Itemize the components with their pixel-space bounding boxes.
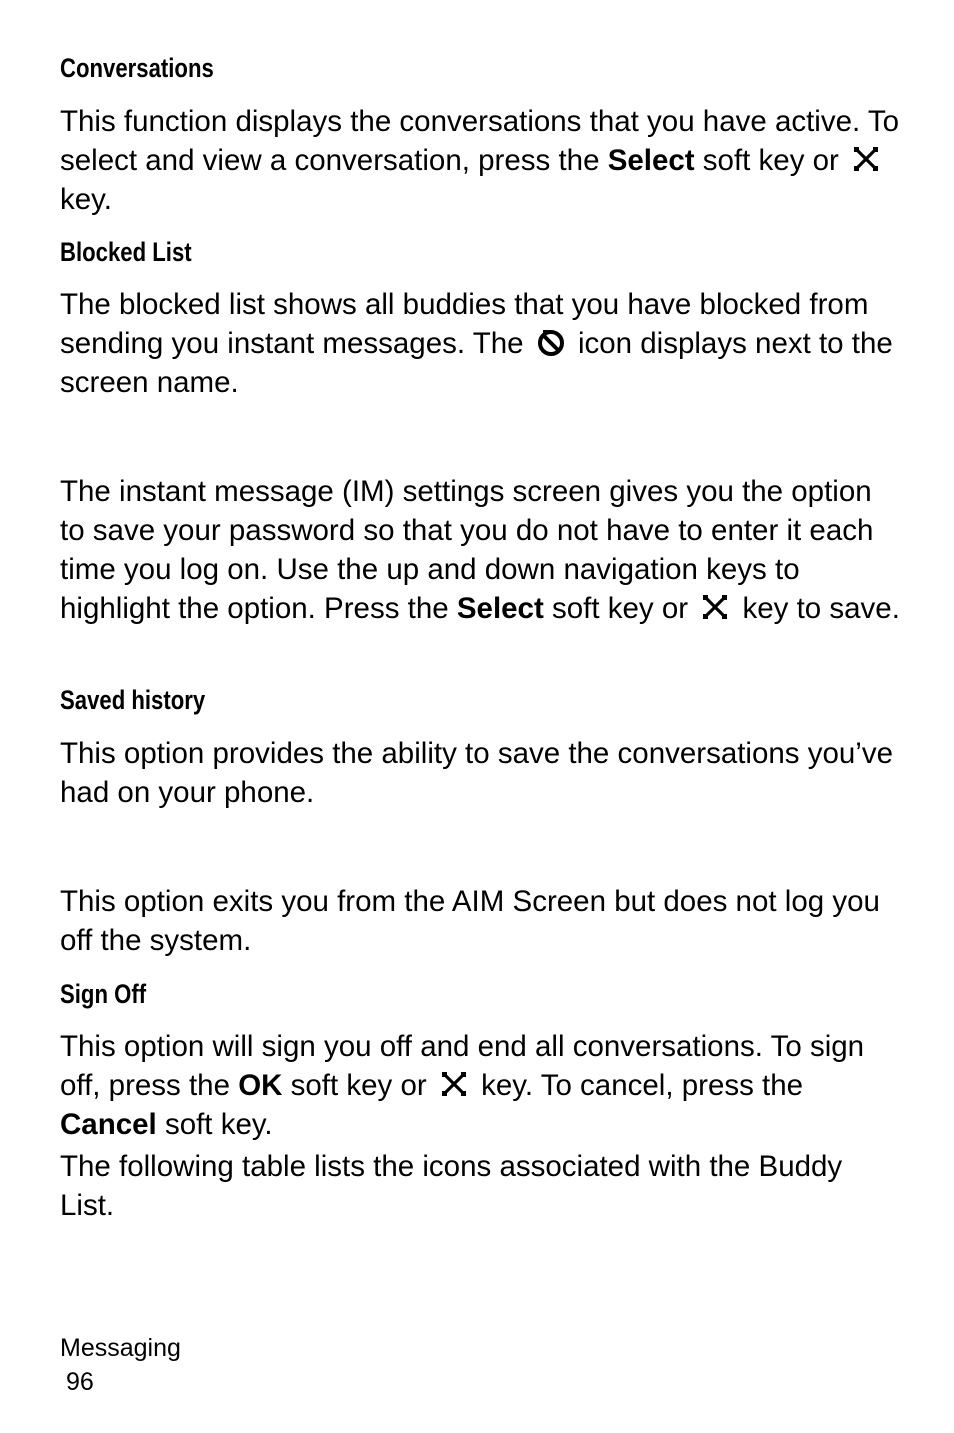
bold-cancel: Cancel	[60, 1108, 157, 1141]
paragraph-saved-history: This option provides the ability to save the conversations you’ve had on your phone.	[60, 737, 894, 809]
text-run: soft key or	[282, 1069, 435, 1102]
paragraph-exit: This option exits you from the AIM Screen but does not log you off the system.	[60, 885, 880, 957]
heading-blocked-list: Blocked List	[60, 237, 192, 267]
center-nav-key-icon	[851, 144, 881, 174]
text-run: The blocked list shows all buddies that you have blocked from sending you instant messages. The	[60, 288, 869, 360]
text-run: soft key.	[156, 1108, 273, 1141]
center-nav-key-icon	[700, 592, 730, 622]
page-number: 96	[66, 1368, 94, 1396]
paragraph-im-settings	[60, 472, 900, 628]
bold-select: Select	[456, 592, 544, 625]
text-run: soft key or	[543, 592, 697, 625]
bold-ok: OK	[238, 1069, 283, 1102]
bold-select: Select	[607, 144, 695, 177]
text-run: This function displays the conversations that you have active. To select and view a conversation, press the	[60, 105, 900, 177]
paragraph-blocked-list	[60, 285, 900, 402]
text-run: key to save.	[734, 592, 900, 625]
text-run: The instant message (IM) settings screen gives you the option to save your password so that you do not have to enter it each time you log on. Use the up and down navigation keys to highlight the option. Press the	[60, 475, 874, 625]
footer-section-title: Messaging	[60, 1334, 181, 1362]
paragraph-conversations	[60, 102, 900, 219]
paragraph-sign-off	[60, 1027, 900, 1144]
text-run: This option will sign you off and end all conversations. To sign off, press the	[60, 1030, 865, 1102]
text-run: key.	[60, 183, 112, 216]
center-nav-key-icon	[439, 1069, 469, 1099]
paragraph-table-intro: The following table lists the icons associated with the Buddy List.	[60, 1150, 843, 1222]
blocked-icon	[536, 327, 566, 357]
heading-saved-history: Saved history	[60, 685, 206, 715]
heading-conversations: Conversations	[60, 53, 214, 83]
heading-sign-off: Sign Off	[60, 979, 147, 1009]
text-run: icon displays next to the screen name.	[60, 327, 893, 399]
text-run: key. To cancel, press the	[472, 1069, 804, 1102]
text-run: soft key or	[694, 144, 848, 177]
